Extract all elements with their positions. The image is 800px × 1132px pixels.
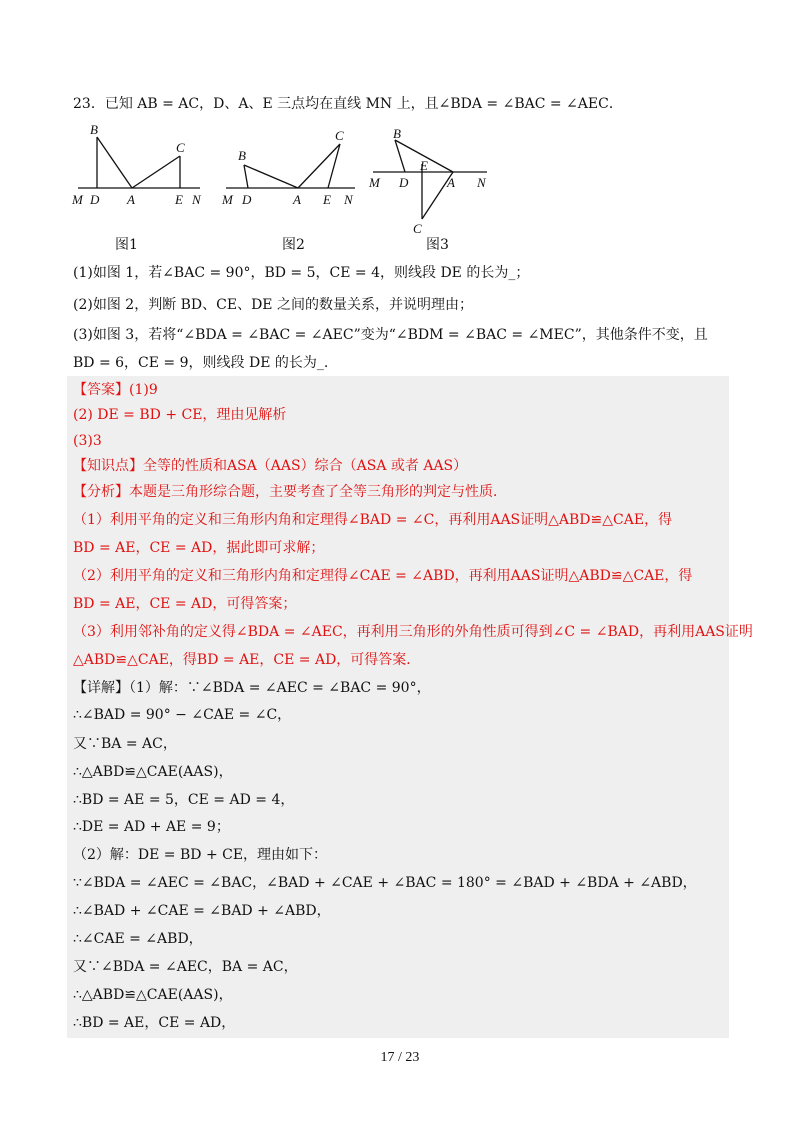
label-f1-M: M bbox=[72, 192, 83, 207]
label-f2-E: E bbox=[323, 192, 331, 207]
detail-line-13: ∴BD = AE，CE = AD， bbox=[73, 1015, 236, 1031]
figure-3 bbox=[365, 124, 505, 236]
label-f3-A: A bbox=[447, 175, 455, 190]
question-part-1: (1)如图 1，若∠BAC = 90°，BD = 5，CE = 4，则线段 DE 的长为_； bbox=[73, 265, 530, 281]
label-f1-C: C bbox=[176, 140, 185, 155]
label-f2-M: M bbox=[222, 192, 233, 207]
label-f1-N: N bbox=[192, 192, 201, 207]
label-f3-C: C bbox=[413, 221, 422, 236]
label-f1-A: A bbox=[127, 192, 135, 207]
figure-3-caption: 图3 bbox=[426, 237, 449, 253]
analysis-line-7: △ABD≌△CAE，得BD = AE，CE = AD，可得答案． bbox=[73, 652, 421, 668]
label-f2-N: N bbox=[344, 192, 353, 207]
answer-3: (3)3 bbox=[73, 433, 102, 449]
figure-2-caption: 图2 bbox=[282, 237, 305, 253]
analysis-line-5: BD = AE，CE = AD，可得答案； bbox=[73, 596, 297, 612]
answer-1: 【答案】(1)9 bbox=[73, 382, 158, 398]
label-f2-D: D bbox=[242, 192, 252, 207]
analysis-intro: 【分析】本题是三角形综合题，主要考查了全等三角形的判定与性质． bbox=[73, 484, 507, 500]
label-f3-N: N bbox=[477, 175, 486, 190]
question-part-3b: BD = 6，CE = 9，则线段 DE 的长为_. bbox=[73, 355, 329, 371]
detail-line-11: 又∵∠BDA = ∠AEC，BA = AC， bbox=[73, 959, 298, 975]
detail-line-5: ∴BD = AE = 5，CE = AD = 4， bbox=[73, 792, 295, 808]
knowledge-point: 【知识点】全等的性质和ASA（AAS）综合（ASA 或者 AAS） bbox=[73, 458, 468, 474]
figure-2 bbox=[220, 122, 370, 212]
detail-line-8: ∵∠BDA = ∠AEC = ∠BAC，∠BAD + ∠CAE + ∠BAC = 180° = ∠BAD + ∠BDA + ∠ABD， bbox=[73, 875, 697, 891]
figure-1-caption: 图1 bbox=[115, 237, 138, 253]
detail-line-9: ∴∠BAD + ∠CAE = ∠BAD + ∠ABD， bbox=[73, 903, 331, 919]
analysis-line-4: （2）利用平角的定义和三角形内角和定理得∠CAE = ∠ABD，再利用AAS证明△ABD≌△CAE，得 bbox=[73, 568, 693, 584]
label-f2-B: B bbox=[238, 148, 246, 163]
detail-line-1: 【详解】（1）解：∵∠BDA = ∠AEC = ∠BAC = 90°， bbox=[73, 680, 431, 696]
answer-2: (2) DE = BD + CE，理由见解析 bbox=[73, 407, 287, 423]
label-f3-B: B bbox=[393, 126, 401, 141]
question-stem: 23．已知 AB = AC，D、A、E 三点均在直线 MN 上，且∠BDA = ∠BAC = ∠AEC． bbox=[73, 96, 623, 112]
detail-line-3: 又∵BA = AC， bbox=[73, 736, 177, 752]
label-f1-B: B bbox=[90, 122, 98, 137]
detail-line-4: ∴△ABD≌△CAE(AAS)， bbox=[73, 764, 233, 780]
label-f3-M: M bbox=[369, 175, 380, 190]
analysis-line-6: （3）利用邻补角的定义得∠BDA = ∠AEC，再利用三角形的外角性质可得到∠C = ∠BAD，再利用AAS证明 bbox=[73, 624, 753, 640]
detail-line-6: ∴DE = AD + AE = 9； bbox=[73, 819, 230, 835]
question-part-3a: (3)如图 3，若将“∠BDA = ∠BAC = ∠AEC”变为“∠BDM = ∠BAC = ∠MEC”，其他条件不变，且 bbox=[73, 327, 708, 343]
detail-line-7: （2）解：DE = BD + CE，理由如下： bbox=[73, 847, 328, 863]
label-f3-E: E bbox=[420, 158, 428, 173]
detail-line-12: ∴△ABD≌△CAE(AAS)， bbox=[73, 987, 233, 1003]
figure-1 bbox=[70, 122, 210, 212]
page-number: 17 / 23 bbox=[380, 1050, 420, 1065]
label-f1-D: D bbox=[90, 192, 100, 207]
label-f3-D: D bbox=[399, 175, 409, 190]
detail-line-2: ∴∠BAD = 90° − ∠CAE = ∠C， bbox=[73, 707, 292, 723]
label-f2-A: A bbox=[293, 192, 301, 207]
analysis-line-3: BD = AE，CE = AD，据此即可求解； bbox=[73, 540, 325, 556]
label-f2-C: C bbox=[335, 128, 344, 143]
analysis-line-2: （1）利用平角的定义和三角形内角和定理得∠BAD = ∠C，再利用AAS证明△ABD≌△CAE，得 bbox=[73, 512, 673, 528]
question-part-2: (2)如图 2，判断 BD、CE、DE 之间的数量关系，并说明理由； bbox=[73, 297, 473, 313]
detail-line-10: ∴∠CAE = ∠ABD， bbox=[73, 931, 203, 947]
label-f1-E: E bbox=[175, 192, 183, 207]
